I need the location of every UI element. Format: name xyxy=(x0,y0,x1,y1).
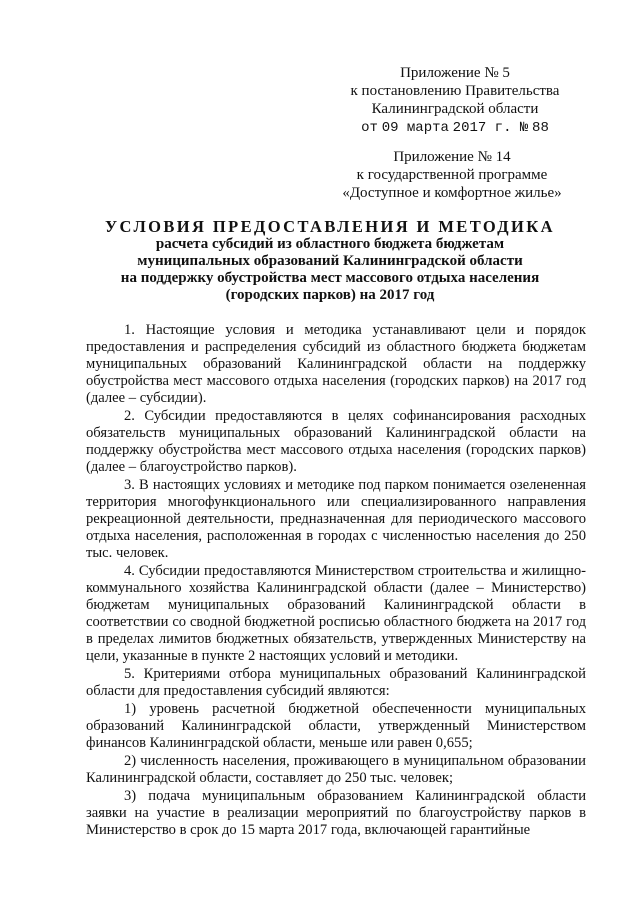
annex-14-title: Приложение № 14 xyxy=(393,149,511,165)
date-year: 2017 г. № xyxy=(452,120,529,136)
annex-5-region: Калининградской области xyxy=(371,101,539,117)
annex-14-reference: к государственной программе xyxy=(356,167,548,183)
date-prefix: от xyxy=(361,120,378,136)
annex-5-header xyxy=(340,64,570,137)
paragraph: 3) подача муниципальным образованием Калининградской области заявки на участие в реализации мероприятий по благоустройству парков в Министерство в срок до 15 марта 2017 года, включающей гарантийные xyxy=(86,788,586,838)
decree-number: 88 xyxy=(532,120,549,136)
title-line-4: (городских парков) на 2017 год xyxy=(225,287,435,303)
annex-5-title: Приложение № 5 xyxy=(400,65,510,81)
date-handwritten: 09 марта xyxy=(381,120,449,136)
title-line-2: муниципальных образований Калининградской области xyxy=(137,253,523,269)
document-body xyxy=(86,322,586,840)
annex-5-date-line xyxy=(340,118,570,137)
paragraph: 2) численность населения, проживающего в муниципальном образовании Калининградской области, составляет до 250 тыс. человек; xyxy=(86,753,586,786)
annex-5-reference: к постановлению Правительства xyxy=(350,83,560,99)
annex-14-program: «Доступное и комфортное жилье» xyxy=(342,185,562,201)
document-title xyxy=(60,218,600,304)
paragraph: 1. Настоящие условия и методика устанавливают цели и порядок предоставления и распределения субсидий из областного бюджета бюджетам муниципальных образований Калининградской области на поддержку обустройства мест массового отдыха населения (городских парков) на 2017 год (далее – субсидии). xyxy=(86,322,586,406)
title-line-1: расчета субсидий из областного бюджета бюджетам xyxy=(155,236,505,252)
paragraph: 5. Критериями отбора муниципальных образований Калининградской области для предоставления субсидий являются: xyxy=(86,666,586,699)
title-heading: УСЛОВИЯ ПРЕДОСТАВЛЕНИЯ И МЕТОДИКА xyxy=(105,217,555,236)
paragraph: 1) уровень расчетной бюджетной обеспеченности муниципальных образований Калининградской области, утвержденный Министерством финансов Калининградской области, меньше или равен 0,655; xyxy=(86,701,586,751)
paragraph: 3. В настоящих условиях и методике под парком понимается озелененная территория многофункционального или специализированного направления рекреационной деятельности, предназначенная для периодического массового отдыха населения, расположенная в городах с численностью населения до 250 тыс. человек. xyxy=(86,477,586,561)
annex-14-header xyxy=(332,148,572,202)
paragraph: 4. Субсидии предоставляются Министерством строительства и жилищно-коммунального хозяйства Калининградской области (далее – Министерство) бюджетам муниципальных образований Калининградской области в соответствии со сводной бюджетной росписью областного бюджета на 2017 год в пределах лимитов бюджетных обязательств, утвержденных Министерству на цели, указанные в пункте 2 настоящих условий и методики. xyxy=(86,563,586,664)
title-line-3: на поддержку обустройства мест массового отдыха населения xyxy=(120,270,540,286)
paragraph: 2. Субсидии предоставляются в целях софинансирования расходных обязательств муниципальных образований Калининградской области на поддержку обустройства мест массового отдыха населения (городских парков) (далее – благоустройство парков). xyxy=(86,408,586,475)
